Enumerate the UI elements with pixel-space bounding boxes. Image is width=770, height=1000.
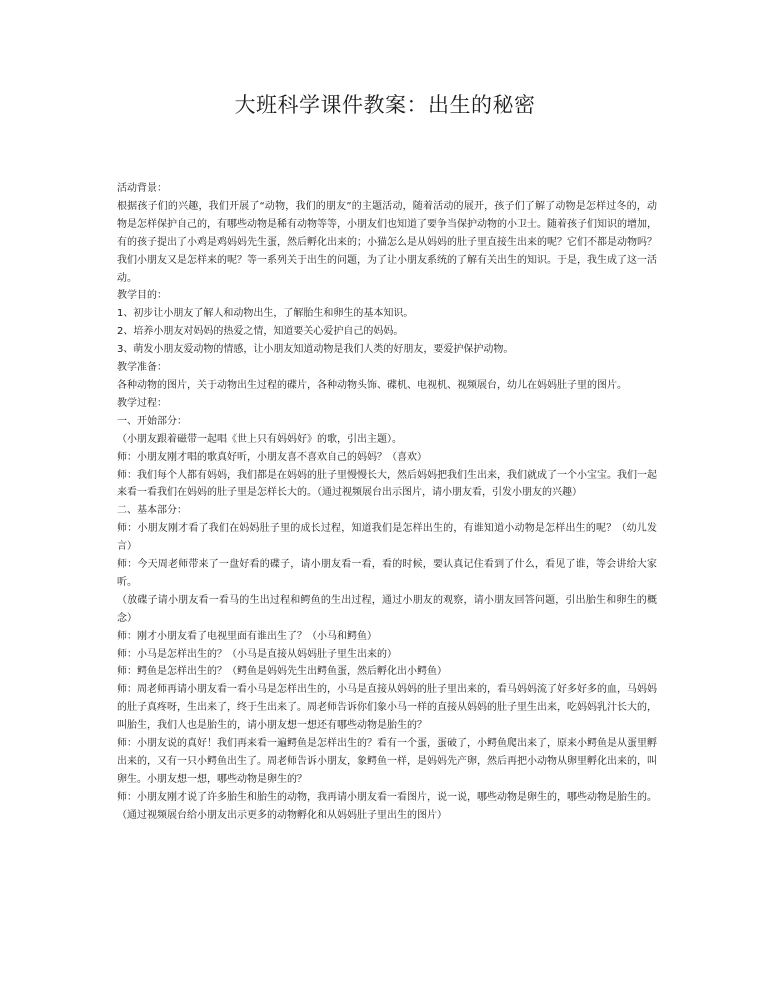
paragraph: 师：刚才小朋友看了电视里面有谁出生了？（小马和鳄鱼） <box>117 630 377 642</box>
paragraph: 师：小朋友说的真好！我们再来看一遍鳄鱼是怎样出生的？看有一个蛋，蛋破了，小鳄鱼爬出来了，原来小鳄鱼是从蛋里孵出来的，又有一只小鳄鱼出生了。周老师告诉小朋友，象鳄鱼一样，是妈妈先产卵，然后再把小动物从卵里孵化出来的，叫卵生。小朋友想一想，哪些动物是卵生的？ <box>117 738 657 785</box>
paragraph: 师：小朋友刚才看了我们在妈妈肚子里的成长过程，知道我们是怎样出生的，有谁知道小动物是怎样出生的呢？（幼儿发言） <box>117 523 657 553</box>
paragraph: 师：鳄鱼是怎样出生的？（鳄鱼是妈妈先生出鳄鱼蛋，然后孵化出小鳄鱼） <box>117 666 447 678</box>
document-body <box>117 180 657 825</box>
paragraph: 1、初步让小朋友了解人和动物出生，了解胎生和卵生的基本知识。 <box>117 308 414 320</box>
paragraph: 教学目的： <box>117 290 167 302</box>
paragraph: 师：小马是怎样出生的？（小马是直接从妈妈肚子里生出来的） <box>117 648 397 660</box>
paragraph: 各种动物的图片，关于动物出生过程的碟片，各种动物头饰、碟机、电视机、视频展台，幼儿在妈妈肚子里的图片。 <box>117 379 627 391</box>
paragraph: 教学准备： <box>117 362 167 374</box>
paragraph: 一、开始部分： <box>117 415 187 427</box>
paragraph: 师：小朋友刚才说了许多胎生和胎生的动物，我再请小朋友看一看图片，说一说，哪些动物是卵生的，哪些动物是胎生的。（通过视频展台给小朋友出示更多的动物孵化和从妈妈肚子里出生的图片） <box>117 791 657 821</box>
paragraph: 教学过程： <box>117 397 167 409</box>
paragraph: 师：今天周老师带来了一盘好看的碟子，请小朋友看一看，看的时候，要认真记住看到了什么，看见了谁，等会讲给大家听。 <box>117 559 657 588</box>
paragraph: （放碟子请小朋友看一看马的生出过程和鳄鱼的生出过程，通过小朋友的观察，请小朋友回答问题，引出胎生和卵生的概念） <box>117 594 657 624</box>
paragraph: 2、培养小朋友对妈妈的热爱之情，知道要关心爱护自己的妈妈。 <box>117 326 404 338</box>
paragraph: 师：小朋友刚才唱的歌真好听，小朋友喜不喜欢自己的妈妈？（喜欢） <box>117 451 427 463</box>
paragraph: 师：我们每个人都有妈妈，我们都是在妈妈的肚子里慢慢长大，然后妈妈把我们生出来，我们就成了一个小宝宝。我们一起来看一看我们在妈妈的肚子里是怎样长大的。（通过视频展台出示图片，请小朋友看，引发小朋友的兴趣） <box>117 469 657 499</box>
paragraph: 根据孩子们的兴趣，我们开展了“动物，我们的朋友”的主题活动，随着活动的展开，孩子们了解了动物是怎样过冬的，动物是怎样保护自己的，有哪些动物是稀有动物等等，小朋友们也知道了要争当保护动物的小卫士。随着孩子们知识的增加，有的孩子提出了小鸡是鸡妈妈先生蛋，然后孵化出来的；小猫怎么是从妈妈的肚子里直接生出来的呢？它们不都是动物吗？我们小朋友又是怎样来的呢？等一系列关于出生的问题，为了让小朋友系统的了解有关出生的知识。于是，我生成了这一活动。 <box>117 200 657 284</box>
paragraph: 3、萌发小朋友爱动物的情感，让小朋友知道动物是我们人类的好朋友，要爱护保护动物。 <box>117 344 514 356</box>
paragraph: 活动背景： <box>117 183 167 194</box>
paragraph: 二、基本部分： <box>117 505 187 517</box>
document-title: 大班科学课件教案：出生的秘密 <box>234 93 536 117</box>
paragraph: 师：周老师再请小朋友看一看小马是怎样出生的，小马是直接从妈妈的肚子里出来的，看马妈妈流了好多好多的血，马妈妈的肚子真疼呀，生出来了，终于生出来了。周老师告诉你们象小马一样的直接从妈妈的肚子里生出来，吃妈妈乳汁长大的，叫胎生，我们人也是胎生的，请小朋友想一想还有哪些动物是胎生的？ <box>117 684 657 732</box>
paragraph: （小朋友跟着磁带一起唱《世上只有妈妈好》的歌，引出主题）。 <box>117 433 402 445</box>
